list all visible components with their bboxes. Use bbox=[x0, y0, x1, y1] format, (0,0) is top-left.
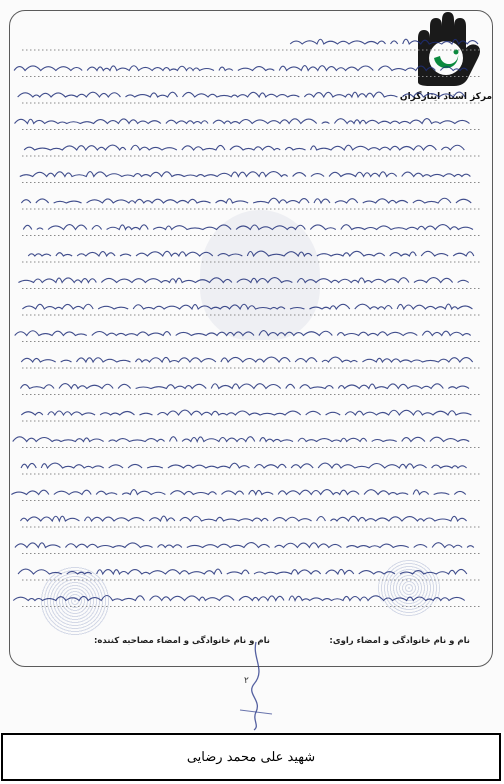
interviewer-signature-label: نام و نام خانوادگی و امضاء مصاحبه کننده: bbox=[93, 636, 270, 646]
handwritten-line bbox=[15, 331, 471, 336]
narrator-signature-label: نام و نام خانوادگی و امضاء راوی: bbox=[329, 636, 470, 646]
handwritten-line bbox=[21, 410, 471, 415]
handwritten-line bbox=[14, 66, 467, 71]
handwritten-line bbox=[20, 172, 471, 177]
handwritten-line bbox=[13, 437, 470, 442]
page-number: ۲ bbox=[244, 676, 249, 686]
handwritten-line bbox=[15, 119, 470, 124]
handwritten-line bbox=[21, 357, 472, 362]
martyr-name-caption: شهید علی محمد رضایی bbox=[186, 749, 316, 765]
handwritten-line bbox=[21, 463, 467, 468]
handwritten-line bbox=[15, 543, 474, 548]
handwritten-line bbox=[18, 278, 468, 283]
caption-box bbox=[1, 733, 501, 781]
handwritten-line bbox=[22, 304, 472, 309]
handwritten-line bbox=[20, 516, 466, 521]
logo-caption: مرکز اسناد ایثارگران bbox=[399, 92, 493, 102]
signature-scribble bbox=[226, 640, 286, 732]
handwritten-line bbox=[13, 92, 465, 97]
handwritten-line bbox=[290, 39, 478, 44]
handwritten-line bbox=[23, 225, 473, 230]
handwritten-line bbox=[23, 251, 474, 256]
handwritten-line bbox=[6, 490, 465, 495]
handwritten-line bbox=[20, 384, 469, 389]
handwritten-line bbox=[21, 198, 471, 203]
handwritten-line bbox=[13, 596, 465, 601]
handwritten-line bbox=[24, 145, 464, 150]
handwritten-line bbox=[18, 569, 467, 574]
